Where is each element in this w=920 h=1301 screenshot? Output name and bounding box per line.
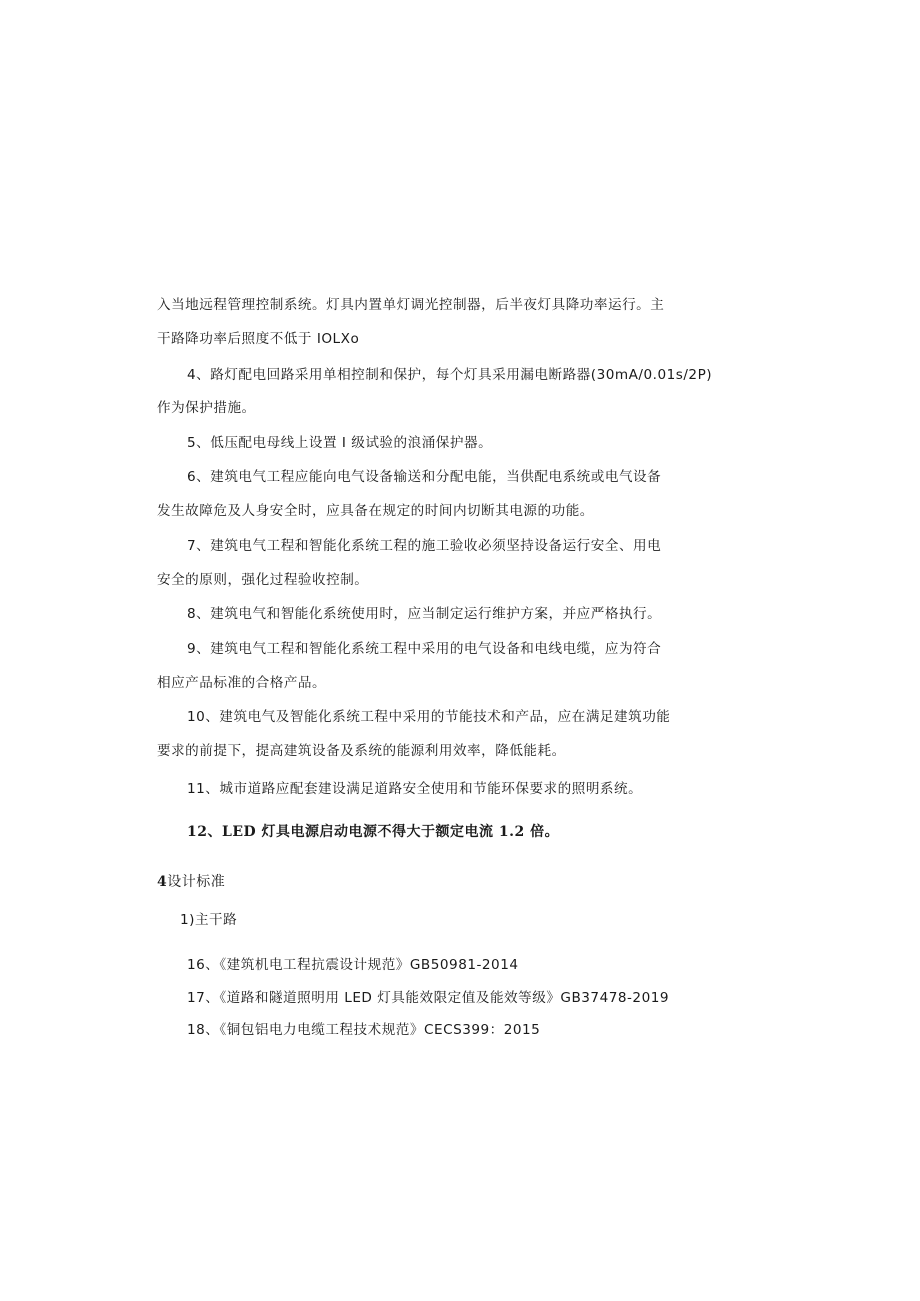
list-item-9-line2: 相应产品标准的合格产品。: [157, 675, 327, 691]
list-item-6-line2: 发生故障危及人身安全时，应具备在规定的时间内切断其电源的功能。: [157, 503, 594, 519]
standard-item: 17、《道路和隧道照明用 LED 灯具能效限定值及能效等级》GB37478-2019: [187, 990, 670, 1006]
standard-item: 18、《铜包铝电力电缆工程技术规范》CECS399：2015: [187, 1022, 541, 1038]
list-item-4-line2: 作为保护措施。: [157, 400, 256, 416]
list-item-7-line2: 安全的原则，强化过程验收控制。: [157, 572, 369, 588]
section-title: 设计标准: [167, 874, 226, 890]
paragraph-line: 入当地远程管理控制系统。灯具内置单灯调光控制器，后半夜灯具降功率运行。主: [157, 297, 665, 313]
list-item-8: 8、建筑电气和智能化系统使用时，应当制定运行维护方案，并应严格执行。: [187, 606, 662, 622]
section-heading: [157, 873, 225, 891]
list-item-12: 12、LED 灯具电源启动电源不得大于额定电流 1.2 倍。: [187, 824, 560, 840]
list-item-4-line1: 4、路灯配电回路采用单相控制和保护，每个灯具采用漏电断路器(30mA/0.01s/2P): [187, 367, 713, 383]
list-item-7-line1: 7、建筑电气工程和智能化系统工程的施工验收必须坚持设备运行安全、用电: [187, 538, 662, 554]
subsection-label: 1)主干路: [180, 912, 238, 928]
standard-item: 16、《建筑机电工程抗震设计规范》GB50981-2014: [187, 957, 519, 973]
section-number: 4: [157, 874, 168, 890]
list-item-5: 5、低压配电母线上设置 I 级试验的浪涌保护器。: [187, 435, 493, 451]
list-item-10-line2: 要求的前提下，提高建筑设备及系统的能源利用效率，降低能耗。: [157, 743, 566, 759]
list-item-9-line1: 9、建筑电气工程和智能化系统工程中采用的电气设备和电线电缆，应为符合: [187, 641, 662, 657]
list-item-6-line1: 6、建筑电气工程应能向电气设备输送和分配电能，当供配电系统或电气设备: [187, 469, 662, 485]
list-item-10-line1: 10、建筑电气及智能化系统工程中采用的节能技术和产品，应在满足建筑功能: [187, 709, 671, 725]
paragraph-line: 干路降功率后照度不低于 IOLXo: [157, 331, 360, 347]
list-item-11: 11、城市道路应配套建设满足道路安全使用和节能环保要求的照明系统。: [187, 781, 643, 797]
